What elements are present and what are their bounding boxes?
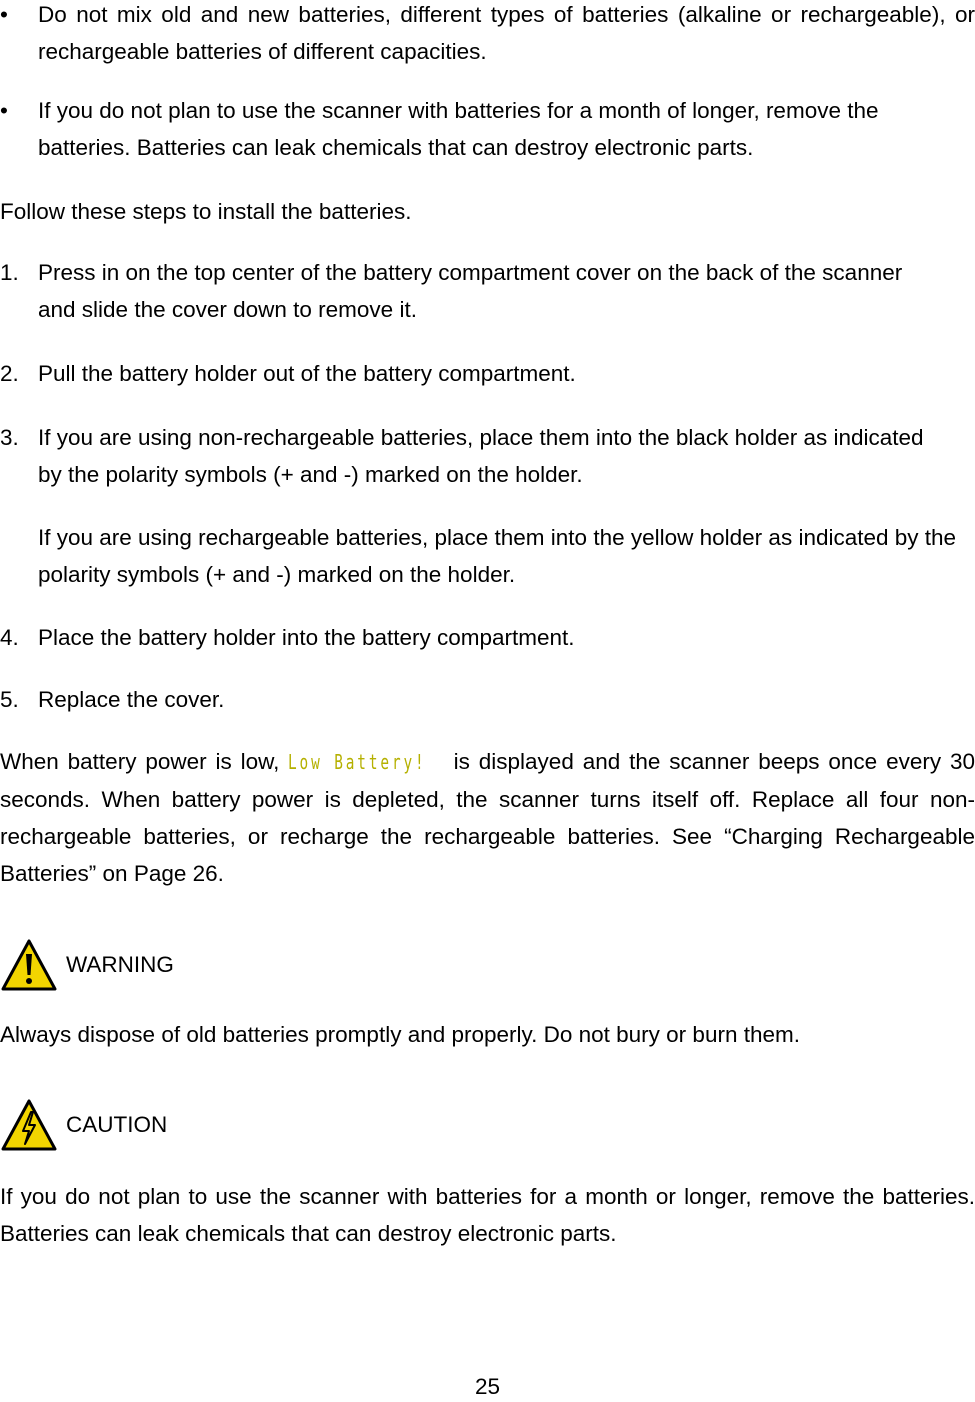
bullet-marker: •: [0, 2, 8, 27]
lcd-low-battery-message: Low Battery!: [288, 750, 427, 774]
step-number: 3.: [0, 425, 19, 450]
warning-text: Always dispose of old batteries promptly and properly. Do not bury or burn them.: [0, 1022, 800, 1047]
warning-label: WARNING: [66, 952, 174, 977]
bullet-text: Do not mix old and new batteries, different types of batteries (alkaline or rechargeable), or rechargeable batteries of different capacities.: [38, 2, 975, 64]
step-text: Pull the battery holder out of the battery compartment.: [38, 361, 576, 386]
warning-exclamation-icon: [0, 938, 58, 992]
caution-heading: [0, 1098, 400, 1152]
steps-intro: Follow these steps to install the batteries.: [0, 199, 412, 224]
warning-heading: [0, 938, 400, 992]
step-continuation-text: If you are using rechargeable batteries, place them into the yellow holder as indicated by the polarity symbols (+ and -) marked on the holder.: [38, 525, 957, 587]
step-number: 1.: [0, 260, 19, 285]
step-number: 4.: [0, 625, 19, 650]
low-battery-paragraph: [0, 743, 975, 892]
step-text: If you are using non-rechargeable batteries, place them into the black holder as indicated by the polarity symbols (+ and -) marked on the holder.: [38, 425, 924, 487]
caution-text: If you do not plan to use the scanner with batteries for a month or longer, remove the batteries. Batteries can leak chemicals that can destroy electronic parts.: [0, 1184, 975, 1246]
caution-label: CAUTION: [66, 1112, 168, 1137]
page-number: 25: [474, 1374, 501, 1399]
bullet-marker: •: [0, 98, 8, 123]
step-number: 2.: [0, 361, 19, 386]
caution-lightning-icon: [0, 1098, 58, 1152]
step-text: Replace the cover.: [38, 687, 225, 712]
step-text: Place the battery holder into the battery compartment.: [38, 625, 575, 650]
bullet-text: If you do not plan to use the scanner with batteries for a month of longer, remove the batteries. Batteries can leak chemicals that can destroy electronic parts.: [38, 98, 879, 160]
step-number: 5.: [0, 687, 19, 712]
step-text: Press in on the top center of the battery compartment cover on the back of the scanner and slide the cover down to remove it.: [38, 260, 903, 322]
low-battery-text-after: is displayed and the scanner beeps once every 30 seconds. When battery power is depleted, the scanner turns itself off. Replace all four non-rechargeable batteries, or recharge the rechargeable batteries. See “Charging Rechargeable Batteries” on Page 26.: [0, 749, 975, 886]
low-battery-text-before: When battery power is low,: [0, 749, 289, 774]
